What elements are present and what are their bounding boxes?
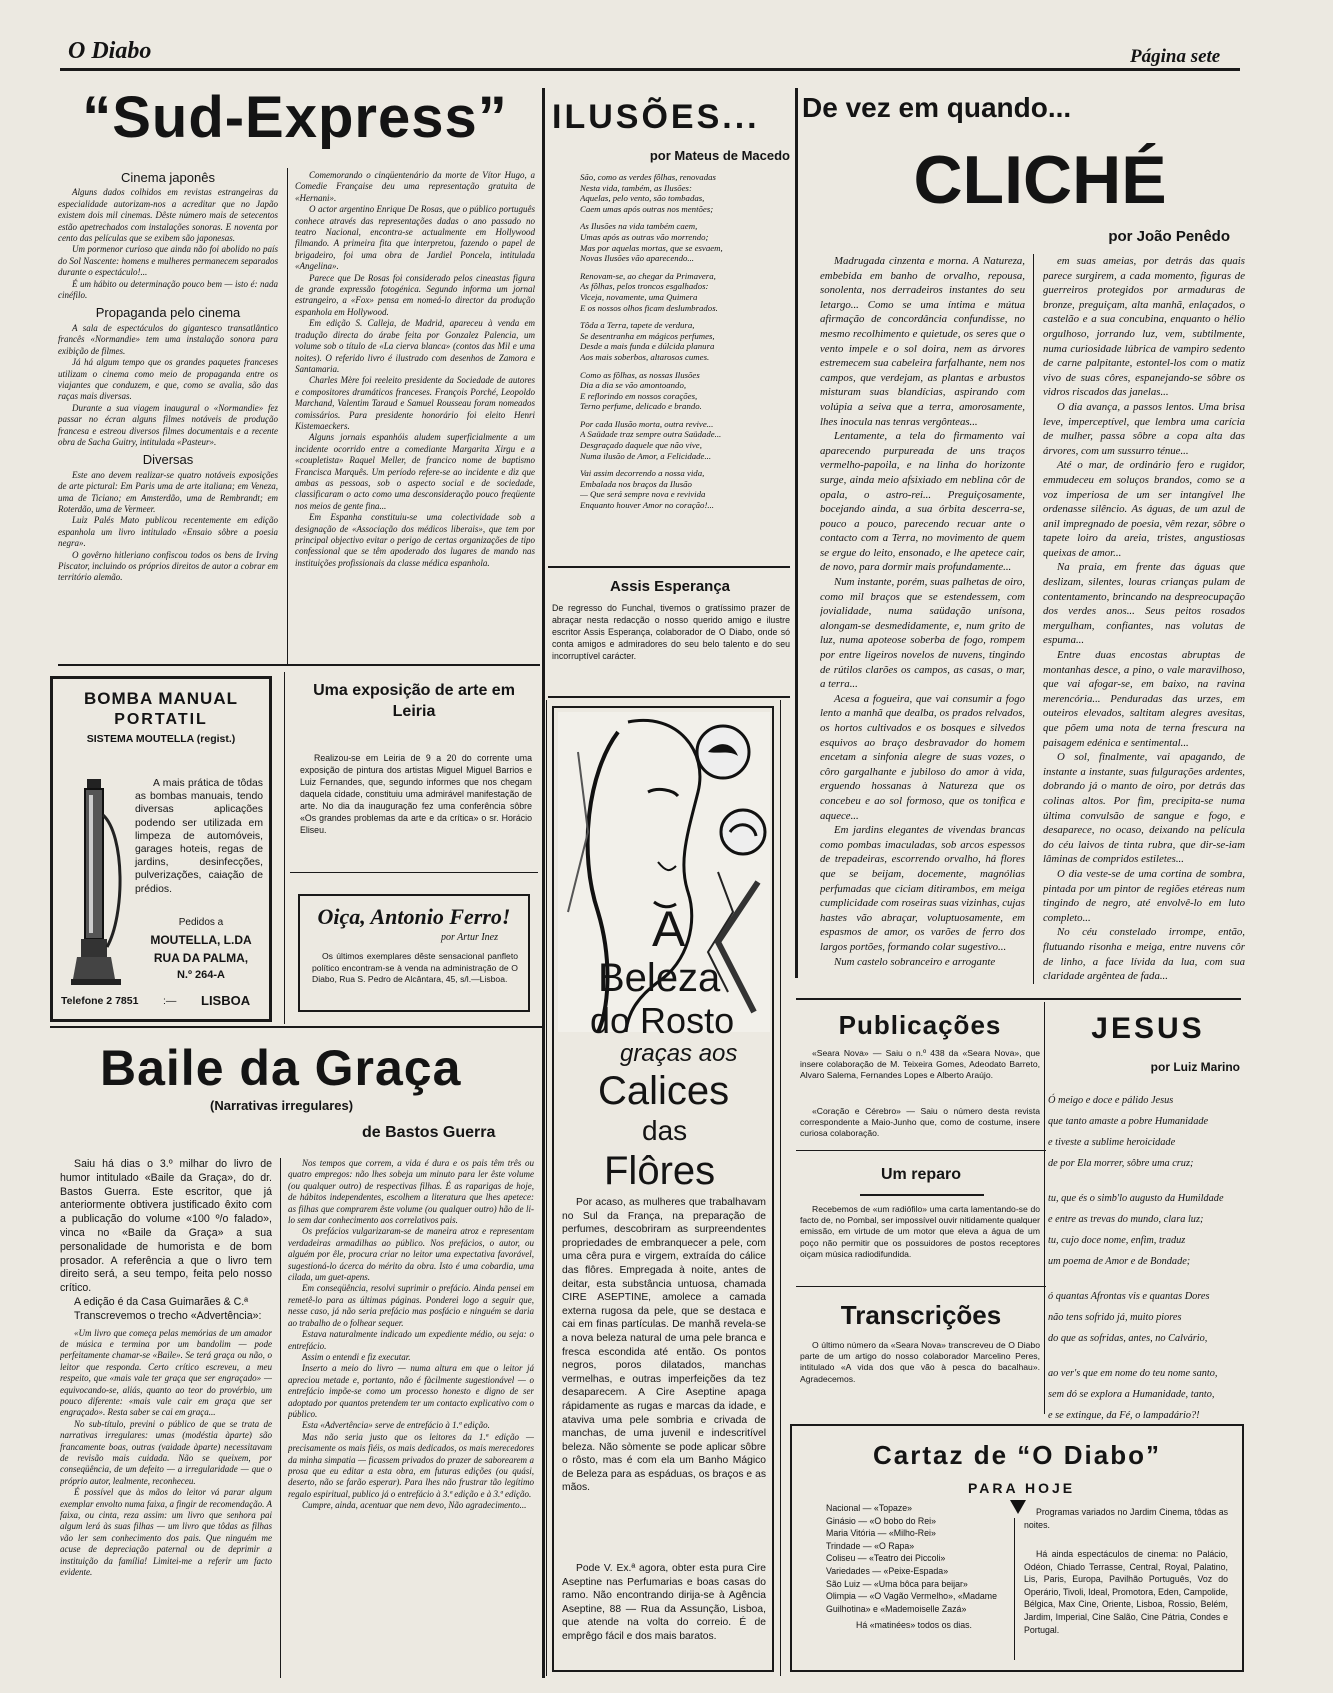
baile-paragraph: Assim o entendi e fiz executar. [302, 1351, 411, 1362]
sud-paragraph: Alguns jornais espanhóis aludem superficialmente a um incidente ocorrido entre a comediante Margarita Xirgu e a «coupletista» Raquel Meller, de francico nome de baptismo Francisca Marquês. Um período refere-se ao incidente e diz que ambas as pessoas, sob o aspecto social e de sociedade, classificaram o acto como uma desconsideração pouco freqüente nos meios de gente fina... [295, 432, 535, 511]
bomba-company: MOUTELLA, L.DA [150, 933, 252, 947]
sud-paragraph: Luiz Palés Mato publicou recentemente em edição espanhola um livro intitulado «Ensaio sôbre a poesia negra». [58, 515, 278, 549]
bomba-street: RUA DA PALMA, [153, 951, 249, 965]
beleza-text: Por acaso, as mulheres que trabalhavam no Sul da França, na preparação de perfumes, descobriram as surpreendentes propriedades de embranquecer a pele, com uma cêra pura e virgem, extraída do cálice das flôres. Empregada à noite, antes de deitar, esta substância untuosa, chamada CIRE ASEPTINE, amolece a camada externa rugosa da pele, que se destaca e cai em finas partículas. De manhã revela-se a nova beleza natural de uma pele branca e fresca escondida até então. Os pontos negros, poros dilatados, manchas vermelhas, e outras imperfeições da tez desaparecem. A Cire Aseptine apaga rápidamente as rugas e marcas da idade, e ataviva uma pele sombria e crivada de manchas, de uma juvenil e indescritível beleza. Não sòmente se pode aplicar sôbre o rôsto, mas é com ela um Banho Mágico de Beleza para as espáduas, os braços e as mãos. [562, 1197, 766, 1494]
cartaz-note: Há «matinées» todos os dias. [856, 1620, 972, 1631]
poem-stanza: Por cada Ilusão morta, outra revive... A Saüdade traz sempre outra Saüdade... Desgraçado daquele que não vive, Numa ilusão de Amor, a Felicidade... [580, 418, 722, 461]
baile-paragraph: Cumpre, ainda, acentuar que nem devo, Não agradecimento... [302, 1500, 527, 1511]
cartaz-item: São Luiz — «Uma bôca para beijar» [826, 1578, 968, 1589]
ilusoes-title: ILUSÕES... [552, 98, 760, 136]
beleza-a: A [652, 901, 686, 957]
cartaz-box [790, 1424, 1244, 1672]
section-rule [796, 998, 1241, 1000]
baile-paragraph: Esta «Advertência» serve de entrefácio à 1.ª edição. [302, 1420, 490, 1431]
poem-stanza: Renovam-se, ao chegar da Primavera, As fôlhas, pelos troncos esgalhados: Viceja, novamente, uma Quimera E os nossos olhos ficam deslumbrados. [580, 270, 718, 313]
oica-text: Os últimos exemplares dêste sensacional panfleto político encontram-se à venda na administração de O Diabo, Rua S. Pedro de Alcântara, 45, s/l.—Lisboa. [312, 951, 518, 985]
beleza-das: das [642, 1115, 688, 1146]
sud-subhead-diversas: Diversas [142, 452, 194, 468]
cartaz-item: Variedades — «Peixe-Espada» [826, 1565, 949, 1576]
sud-paragraph: Em Espanha constituiu-se uma colectividade sob a designação de «Associação dos médicos liberais», que tem por principal objectivo evitar o perigo de certas organizações de tipo confessional que se têm apoderado dos lugares de mando nas instituições profissionais da classe médica espanhola. [295, 512, 535, 568]
poem-stanza: tu, que és o simb'lo augusto da Humildade e entre as trevas do mundo, clara luz; tu, cujo doce nome, enfim, traduz um poema de Amor e de Bondade; [1048, 1193, 1224, 1267]
cliche-paragraph: Num instante, porém, suas palhetas de oiro, como mil braços que se estendessem, com jovialidade, numa saüdação unísona, alongam-se desmedidamente, e, num grito de luz, numa apoteose soberba de fogo, rompem por entre ligeiros novelos de nuvens, tingindo de rútilos clarões os campos, as casas, o mar, a terra... [820, 576, 1025, 691]
sud-subhead-propaganda: Propaganda pelo cinema [95, 305, 241, 321]
sud-paragraph: Parece que De Rosas foi considerado pelos cineastas figura de grande expressão fotogénica. Segundo informa um jornal estrangeiro, a «Fox» pensa em nomeá-lo director da produção espanhola em Hollywood. [295, 272, 535, 317]
column-rule [284, 672, 285, 1024]
sud-paragraph: Charles Mère foi reeleito presidente da Sociedade de autores e compositores dramáticos franceses. François Porché, Leopoldo Marchand, Valentim Taraud e Samuel Rousseau foram nomeados comissários. Para presidente honorário foi eleito Henri Kistemaeckers. [295, 375, 535, 431]
cliche-paragraph: O dia avança, a passos lentos. Uma brisa leve, imperceptível, que lembra uma carícia de mulher, passa sôbre a copa alta das árvores, com um sussurro ténue... [1043, 400, 1245, 457]
poem-stanza: ao ver's que em nome do teu nome santo, sem dó se explora a Humanidade, tanto, e se extingue, da Fé, o lampadário?! [1048, 1368, 1218, 1420]
baile-column-rule [280, 1158, 281, 1678]
cliche-paragraph: Em jardins elegantes de vivendas brancas como pombas imaculadas, sob arcos espessos de trepadeiras, escorrendo orvalho, há flores que se beijam, docemente, magnólias perfumadas que ciciam ditirambos, em meiga cumplicidade com roseiras suas vizinhas, cujas hastes vão abraçar, voluptuosamente, em espasmos de amor, os varões de ferro dos largos portões, formando colar sugestivo... [820, 824, 1025, 953]
baile-paragraph: Os prefácios vulgarizaram-se de maneira atroz e representam verdadeiras armadilhas ao público. Nos prefácios, o autor, ou alguém por êle, procura criar no leitor uma expectativa favorável, sugestioná-lo ácerca do mérito da obra. Isto é uma cobardia, uma cilada, um guet-apens. [288, 1226, 534, 1283]
section-rule [796, 1286, 1046, 1287]
cliche-column-1 [820, 254, 1025, 992]
sud-paragraph: Em edição S. Calleja, de Madrid, apareceu à venda em tradução directa do árabe feita por Gonzalez Palencia, um volume sob o título de «La cierva blanca» (contos das Mil e uma noites). O referido livro é ilustrado com desenhos de Zamora e Santamaria. [295, 318, 535, 374]
publicacoes-item-1: «Seara Nova» — Saiu o n.º 438 da «Seara Nova», que insere colaboração de M. Teixeira Gomes, Adeodato Barreto, Alvaro Salema, Fernandes Lopes e Alberto Araújo. [800, 1048, 1040, 1081]
cartaz-right-2: Há ainda espectáculos de cinema: no Palácio, Odéon, Chiado Terrasse, Central, Royal, Palatino, Lis, Paris, Europa, Pavilhão Português, Voz do Operário, Tivoli, Ideal, Promotora, Eden, Campolide, Bélgica, Max Cine, Oriente, Lisboa, Rossio, Belém, Jardim, Imperial, Cine Salão, Cine Pátria, Condes e Portugal. [1024, 1549, 1228, 1635]
cartaz-title: Cartaz de “O Diabo” [873, 1440, 1161, 1470]
cartaz-item: Coliseu — «Teatro dei Piccoli» [826, 1553, 946, 1564]
poem-stanza: Como as fôlhas, as nossas Ilusões Dia a dia se vão amontoando, E reflorindo em nossos corações, Terno perfume, delicado e brando. [580, 369, 702, 412]
sud-paragraph: Um pormenor curioso que ainda não foi abolido no país do Sol Nascente: homens e mulheres permanecem separados durante o espectáculo!... [58, 244, 278, 278]
section-rule [290, 872, 538, 873]
transcricoes-title: Transcrições [840, 1300, 1002, 1330]
jesus-poem [1048, 1090, 1244, 1420]
expo-title: Uma exposição de arte em Leiria [313, 682, 515, 720]
section-rule [548, 566, 790, 568]
sud-column-1 [58, 170, 278, 668]
sud-paragraph: Durante a sua viagem inaugural o «Normandie» fez passar no écran alguns filmes notáveis de produção francesa e estreou diversos filmes documentais e a recente obra de Sacha Guitry, intitulada «Pasteur». [58, 402, 278, 447]
cartaz-subtitle: PARA HOJE [968, 1480, 1076, 1496]
transcricoes-text: O último número da «Seara Nova» transcreveu de O Diabo parte de um artigo do nosso colaborador Marcelino Peres, intitulado «A vida dos que vão à pesca do bacalhau». Agradecemos. [800, 1340, 1040, 1384]
poem-stanza: Vai assim decorrendo a nossa vida, Embalada nos braços da Ilusão — Que será sempre nova e revivida Enquanto houver Amor no coração!... [580, 468, 714, 511]
pump-illustration [67, 775, 127, 1000]
bomba-manual-ad [50, 676, 272, 1022]
baile-column-1 [60, 1158, 272, 1684]
poem-stanza: As Ilusões na vida também caem, Umas após as outras vão morrendo; Mas por aquelas mortas, que se esvaem, Novas Ilusões vão aparecendo... [580, 221, 723, 264]
bomba-text: A mais prática de tôdas as bombas manuais, tendo diversas aplicações podendo ser utilizada em limpeza de automóveis, garages hoteis, regas de jardins, desinfecções, pulverizações, caiação de prédios. [135, 778, 263, 895]
sud-paragraph: Este ano devem realizar-se quatro notáveis exposições de arte pictural: Em Paris uma de arte italiana; em Veneza, uma de Ticiano; em Amsterdão, uma de Rembrandt; em Roterdão, uma de Vermeer. [58, 469, 278, 514]
baile-column-2 [288, 1158, 534, 1684]
ilusoes-poem [580, 172, 790, 557]
sud-column-rule [287, 168, 288, 664]
beleza-do-rosto-ad [552, 706, 774, 1672]
cliche-column-rule [1033, 254, 1034, 984]
cliche-paragraph: O sol, finalmente, vai apagando, de instante a instante, suas fulgurações ardentes, dobrando já o manto de oiro, por detrás das colinas altos. Por fim, precipita-se numa última convulsão de sangue e fogo, e desaparece, no ocaso, deixando na película do céu laivos de tinta rubra, que dir-se-iam lâminas de compridos estiletes... [1043, 751, 1245, 866]
baile-paragraph: A edição é da Casa Guimarães & C.ª [74, 1295, 249, 1308]
cartaz-item: Olimpia — «O Vagão Vermelho», «Madame Guilhotina» e «Mademoiselle Zazá» [826, 1591, 997, 1614]
cliche-kicker: De vez em quando... [802, 92, 1072, 123]
poem-stanza: Tôda a Terra, tapete de verdura, Se desentranha em mágicos perfumes, Desde a mais funda e dúlcida planura Aos mais soberbos, altarosos cumes. [580, 320, 715, 362]
publicacoes-title: Publicações [838, 1010, 1002, 1040]
sud-subhead-cinema: Cinema japonês [121, 170, 215, 185]
poem-stanza: ó quantas Afrontas vis e quantas Dores não tens sofrido já, muito piores do que as sofridas, antes, no Calvário, [1048, 1291, 1210, 1344]
baile-paragraph: Nos tempos que correm, a vida é dura e os pais têm três ou quatro empregos: não lhes sobeja um minuto para ler êste volume (ou qualquer outro) de respectivas filhas. É as raparigas de hoje, de hábitos independentes, escolhem a literatura que lhes apetece: as filhas que comprarem êste volume (ou qualquer outro) hão de li-lo sem dar conhecimento aos correlativos pais. [288, 1158, 534, 1226]
baile-paragraph: Estava naturalmente indicado um expediente médio, ou seja: o entrefácio. [288, 1329, 534, 1351]
sud-paragraph: Já há algum tempo que os grandes paquetes franceses utilizam o cinema como meio de propaganda entre os viajantes que conduzem, e que, como se avalia, são das raças mais diversas. [58, 357, 278, 402]
baile-paragraph: Saiu há dias o 3.º milhar do livro de humor intitulado «Baile da Graça», do dr. Bastos Guerra. Este escritor, que já anteriormente obtivera justificado êxito com a publicação do volume «100 º/o falado», vinca no «Baile da Graça» a sua personalidade de humorista e de bom prosador. A referência a que o livro tem direito será, a seu tempo, feita pelo nosso crítico. [60, 1158, 272, 1295]
beleza-text-2: Pode V. Ex.ª agora, obter esta pura Cire Aseptine nas Perfumarias e boas casas do ramo. Não encontrando dirija-se à Agência Aseptine, 88 — Rua da Assunção, Lisboa, que atende na volta do correio. É de emprêgo fácil e dos mais baratos. [562, 1563, 766, 1642]
bomba-separator: :— [163, 995, 177, 1007]
cartaz-item: Nacional — «Topaze» [826, 1503, 913, 1513]
cliche-paragraph: Até o mar, de ordinário fero e rugidor, emmudeceu em soluços brandos, como se a voz imperiosa de um ser intangível lhe ordenasse silêncio. As águas, de um azul de anil impregnado de poesia, vêm rezar, sôbre o tapete loiro da areia, tristes, angustiosas queixas de amor... [1043, 459, 1245, 559]
column-rule [1044, 1002, 1045, 1414]
sud-paragraph: É um hábito ou determinação pouco bem — isto é: nada cinéfilo. [58, 278, 278, 301]
cartaz-item: Maria Vitória — «Milho-Rei» [826, 1528, 936, 1539]
baile-paragraph: No sub-título, previni o público de que se trata de narrativas irregulares: umas (modéstia àparte) são francamente boas, outras (vaidade àparte) necessitavam de revisão mais cuidada. Não se queixem, por conseqüência, de um defeito — a irregularidade — que o próprio autor, lealmente, reconheceu. [60, 1418, 272, 1486]
bomba-city: LISBOA [201, 993, 251, 1008]
bomba-line-2: PORTATIL [114, 711, 208, 728]
cliche-paragraph: Madrugada cinzenta e morna. A Natureza, embebida em banho de orvalho, repousa, sonolenta, nos derradeiros instantes do seu letargo... Como se uma íntima e mútua afirmação de concordância confundisse, no mesmo recolhimento e quietude, os seres que o vento impele e o sol doira, nem as árvores estremecem sua cabeleira farfalhante, nem nos campos, que verdejam, as plantas e arbustos misturam suas blandícias, aspirando com volúpia a seiva que a terra, amorosamente, lhes inocula nas tenras vergônteas... [820, 255, 1025, 428]
cliche-byline: por João Penêdo [1108, 228, 1230, 245]
reparo-text: Recebemos de «um radiófilo» uma carta lamentando-se do facto de, no Pombal, ser impossível ouvir nitidamente qualquer emissão, em virtude de um motor que eleva a água de um poço não permitir que os possuidores de postos receptores oiçam música radiodifundida. [800, 1204, 1040, 1259]
reparo-underline [860, 1194, 984, 1196]
cliche-paragraph: Acesa a fogueira, que vai consumir a fogo lento a manhã que dealba, os prados relvados, os hortos cultivados e os bosques e silvedos esquivos ao braço desbravador do homem encetam a sinfonia alegre de suas vozes, o côro gargalhante e jubiloso do amor à vida, erguendo hossanas à Natureza que os concebeu e ao sol formoso, que os tonifica e aquece... [820, 692, 1025, 822]
bomba-number: N.º 264-A [176, 969, 226, 981]
column-rule [795, 88, 798, 978]
bomba-line-1: BOMBA MANUAL [84, 689, 238, 708]
cliche-column-2 [1043, 254, 1245, 992]
baile-byline: de Bastos Guerra [362, 1124, 496, 1141]
publicacoes-item-2: «Coração e Cérebro» — Saiu o número desta revista correspondente a Maio-Junho que, como de costume, insere curiosa colaboração. [800, 1106, 1040, 1139]
cliche-paragraph: No céu constelado irrompe, então, flutuando risonha e meiga, entre nuvens côr de linho, a face lívida da lua, com sua claridade argêntea de fada... [1043, 926, 1245, 983]
expo-text: Realizou-se em Leiria de 9 a 20 do corrente uma exposição de pintura dos artistas Miguel Miguel Barrios e Luiz Fernandes, que, segundo informes que nos chegam daquela cidade, constituiu uma admirável manifestação de arte. No dia da inauguração fez uma conferência sôbre «Os grandes problemas da arte e da crítica» o sr. Horácio Eliseu. [300, 753, 532, 835]
cartaz-list [826, 1502, 1002, 1632]
cliche-paragraph: O dia veste-se de uma cortina de sombra, pintada por um pintor de regiões etéreas num tingindo de negro, até envolvê-lo em luto completo... [1043, 867, 1245, 924]
baile-paragraph: Transcrevemos o trecho «Advertência»: [74, 1309, 262, 1322]
section-rule [796, 1150, 1046, 1151]
beleza-calices: Calices [598, 1069, 730, 1113]
bomba-phone: Telefone 2 7851 [61, 995, 139, 1007]
sud-column-2 [295, 170, 535, 668]
baile-paragraph: É possível que às mãos do leitor vá parar algum exemplar envolto numa faixa, a fingir de recomendação. A faixa, ou cinta, reza assim: um livro que senhora pai algum lerá às suas filhas — um livro que tôdas as filhas vão ler sem conhecimento dos pais. Que ninguém me acuse de depreciação paternal ou de deprimir a instituição da família! Limitei-me a referir um facto evidente. [60, 1487, 272, 1578]
poem-stanza: São, como as verdes fôlhas, renovadas Nesta vida, também, as Ilusões: Aquelas, pelo vento, são tombadas, Caem umas após outras nos mentões; [580, 172, 716, 214]
cliche-paragraph: Na praia, em frente das águas que deslizam, silentes, louras crianças pulam de contentamento, brincando na despreocupação dos verdes anos... Seus peitos rosados mergulham, confiantes, nas volutas de espuma... [1043, 561, 1245, 647]
bomba-order-label: Pedidos a [178, 917, 224, 928]
column-rule [542, 88, 545, 1678]
reparo-title: Um reparo [880, 1166, 962, 1183]
section-rule [58, 664, 540, 666]
oica-byline: por Artur Inez [440, 932, 498, 943]
cartaz-right-1: Programas variados no Jardim Cinema, tôdas as noites. [1024, 1507, 1228, 1530]
masthead: O Diabo [68, 38, 152, 64]
baile-paragraph: Mas não seria justo que os leitores da 1.ª edição — precisamente os mais fiéis, os mais dedicados, os mais merecedores da minha simpatia — ficassem privados do prazer de saborearem a prosa que eu editar a esta obra, em futuras edições (ou quási, deserto, não se farão esperar). Para lhes não frustrar tão legítimo regalo espiritual, publico já o entrefácio à 3.ª edição e à 3.ª edição. [288, 1431, 534, 1499]
beleza-gracas-aos: graças aos [620, 1040, 738, 1067]
beleza-word: Beleza [598, 956, 721, 1000]
bomba-line-3: SISTEMA MOUTELLA (regist.) [86, 733, 236, 745]
sud-paragraph: O actor argentino Enrique De Rosas, que o público português conhece através das representações dadas o ano passado no teatro Nacional, encontra-se actualmente em Hollywood filmando. A primeira fita que interpretou, fazendo o papel de brigadeiro, foi uma obra de Jardiel Poncela, intitulada «Angelina». [295, 204, 535, 272]
cartaz-item: Trindade — «O Rapa» [826, 1540, 915, 1551]
sud-paragraph: Comemorando o cinqüentenário da morte de Vítor Hugo, a Comedie Française deu uma representação gratuita de «Hernani». [295, 170, 535, 203]
cliche-paragraph: Num castelo sobranceiro e arrogante [834, 955, 996, 968]
beleza-flores: Flôres [604, 1149, 716, 1193]
sud-express-title: “Sud-Express” [82, 85, 508, 150]
column-rule [780, 700, 781, 1676]
cliche-paragraph: Lentamente, a tela do firmamento vai aparecendo purpureada de uns traços vermelho-papoila, e na linha do horizonte surge, ainda meio afsixiado em neblina côr de opala, o astro-rei... Preguiçosamente, bocejando ainda, a sua órbita descerra-se, pouco a pouco, parecendo recuar ante o contacto com a Terra, no movimento de quem se ergue do leito, ensonado, e lhe apetece cair, de novo, para dormir mais profundamente... [820, 430, 1025, 574]
ilusoes-byline: por Mateus de Macedo [649, 148, 790, 163]
baile-subtitle: (Narrativas irregulares) [210, 1098, 354, 1113]
cliche-title: CLICHÉ [913, 142, 1167, 218]
baile-paragraph: «Um livro que começa pelas memórias de um amador de música e termina por um bandolim — pode perfeitamente chamar-se «Baile». Se terá graça ou não, o leitor que responda. Certo crítico escreveu, a meu respeito, que «mais vale ter graça que ser engraçado» — equivocando-se, aliás, quanto ao teor do provérbio, um pouco diferente: «mais vale cair em graça que ser engraçado». Resta saber se cai em graça... [60, 1327, 272, 1418]
assis-title: Assis Esperança [609, 578, 731, 595]
cartaz-column-rule [1014, 1518, 1015, 1660]
cliche-paragraph: Entre duas encostas abruptas de montanhas desce, a pino, o vale maravilhoso, que vai afogar-se, em baixo, na ravina merencória... Penduradas das urzes, em outeiros elevados, saltitam alegres avesitas, que põem uma nota de terna frescura na paisagem edénica e sentimental... [1043, 649, 1245, 749]
jesus-title: JESUS [1091, 1012, 1205, 1045]
jesus-byline: por Luiz Marino [1150, 1060, 1240, 1074]
baile-paragraph: Em conseqüência, resolvi suprimir o prefácio. Ainda pensei em remetê-lo para as últimas páginas. Ponderei logo a seguir que, nesse caso, já não seria prefácio mas posfácio e ninguém se daria ao trabalho de o folhear sequer. [288, 1283, 534, 1328]
beleza-do-rosto: do Rosto [590, 1000, 735, 1041]
baile-title: Baile da Graça [100, 1040, 462, 1096]
section-rule [548, 696, 790, 698]
column-rule [546, 700, 547, 1676]
assis-text: De regresso do Funchal, tivemos o gratíssimo prazer de abraçar nesta redacção o nosso querido amigo e ilustre escritor Assis Esperança, colaborador de O Diabo, onde só conta amigos e admiradores do seu belo talento e do seu incorruptível carácter. [552, 603, 790, 661]
poem-stanza: Ó meigo e doce e pálido Jesus que tanto amaste a pobre Humanidade e tiveste a sublime heroicidade de por Ela morrer, sôbre uma cruz; [1048, 1095, 1209, 1169]
oica-title: Oiça, Antonio Ferro! [317, 904, 511, 929]
page-number: Página sete [1130, 46, 1221, 67]
section-rule [50, 1026, 542, 1028]
sud-paragraph: A sala de espectáculos do gigantesco transatlântico francês «Normandie» tem uma instalação sonora para exibição de filmes. [58, 322, 278, 356]
sud-paragraph: O govêrno hitleriano confiscou todos os bens de Irving Piscator, incluindo os próprios direitos de autor a cobrar em território alemão. [58, 549, 278, 583]
cartaz-item: Ginásio — «O bobo do Rei» [826, 1515, 937, 1526]
sud-paragraph: Alguns dados colhidos em revistas estrangeiras da especialidade autorizam-nos a acreditar que no Japão existem dois mil cinemas. Dêste número mais de setecentos estão apetrechados com instalações sonoras. E noventa por cento das películas que se exibem são japonesas. [58, 187, 278, 244]
cliche-paragraph: em suas ameias, por detrás das quais parece surgirem, a cada momento, figuras de guerreiros protegidos por armaduras de bronze, preguiçam, alta manhã, enlaçados, o castelão e a sua concubina, enquanto o hélio orgulhoso, jorrando luz, vem, subtilmente, numa curiosidade lúbrica de vampiro sedento de carne palpitante, estontel-los com o matiz vivo de suas côres, espanejando-se sôbre os vidros riscados das janelas... [1043, 255, 1245, 399]
header-rule [60, 68, 1240, 71]
baile-paragraph: Inserto a meio do livro — numa altura em que o leitor já apreciou metade e, portanto, não é fàcilmente sugestionável — o entrefácio impõe-se como um processo honesto e digno de ser adoptado por quantos pretendem ter um contacto explicativo com o público. [288, 1363, 534, 1419]
oica-antonio-ferro-box [298, 894, 530, 1012]
